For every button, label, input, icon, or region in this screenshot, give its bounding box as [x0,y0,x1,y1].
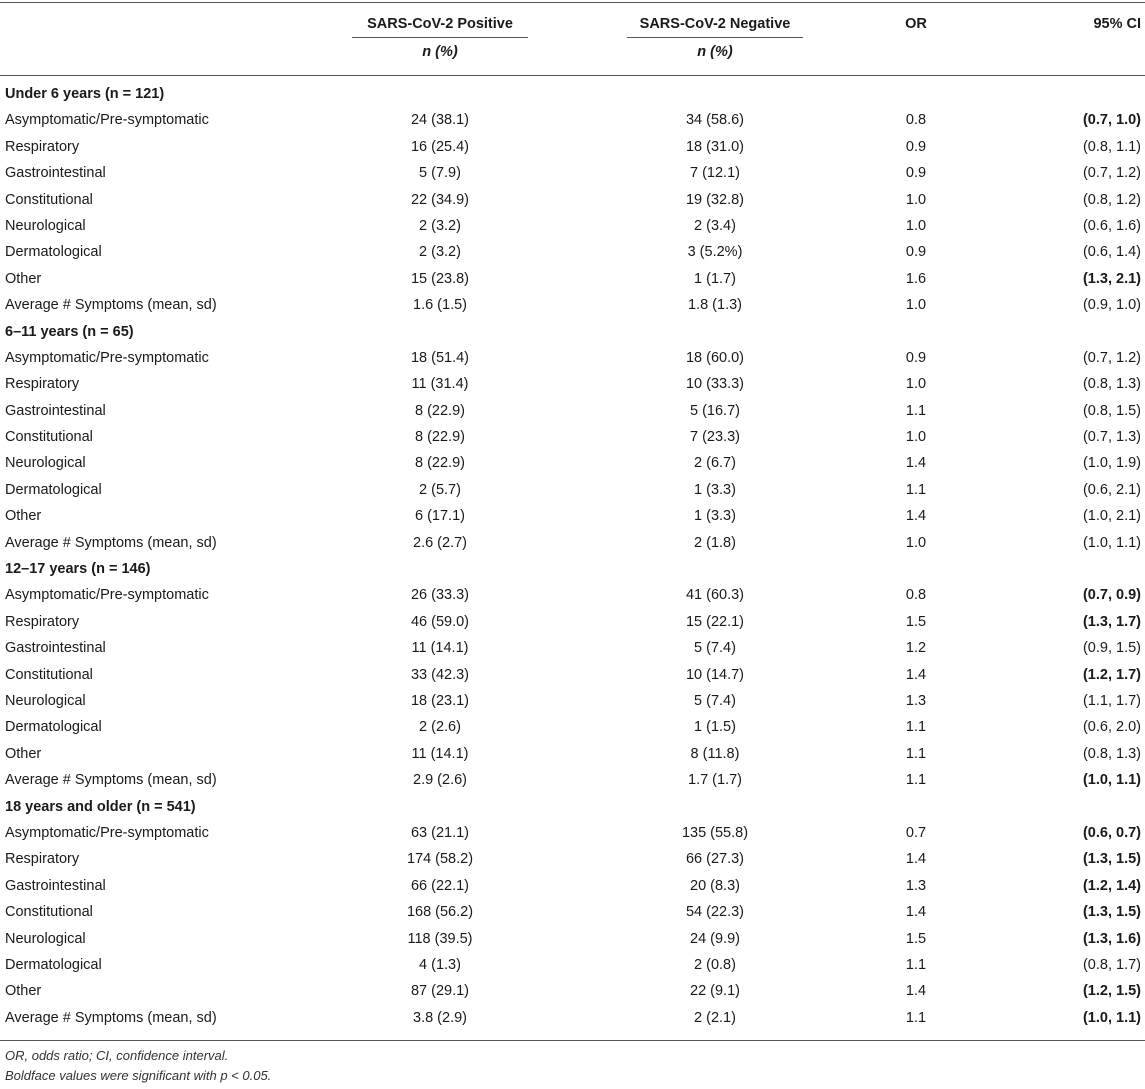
negative-value: 66 (27.3) [685,851,745,868]
symptom-label: Neurological [5,930,86,947]
symptom-label: Dermatological [5,481,102,498]
positive-value: 24 (38.1) [410,112,470,129]
table-row [0,239,1145,265]
odds-ratio: 1.0 [905,191,927,208]
group-label: 6–11 years (n = 65) [5,323,134,340]
positive-value: 66 (22.1) [410,877,470,894]
symptom-label: Constitutional [5,904,93,921]
negative-value: 1 (1.5) [694,719,736,736]
odds-ratio: 1.4 [905,983,927,1000]
confidence-interval: (1.3, 1.6) [1082,930,1141,947]
odds-ratio: 1.3 [905,877,927,894]
footnote-abbreviations: OR, odds ratio; CI, confidence interval. [5,1048,229,1063]
table-row [0,662,1145,688]
odds-ratio: 0.9 [905,165,927,182]
confidence-interval: (1.0, 1.1) [1082,1009,1141,1026]
symptom-label: Dermatological [5,244,102,261]
negative-value: 5 (16.7) [690,402,740,419]
negative-value: 15 (22.1) [685,613,745,630]
negative-value: 2 (1.8) [694,534,736,551]
confidence-interval: (0.7, 1.2) [1082,349,1141,366]
confidence-interval: (1.3, 1.7) [1082,613,1141,630]
table-row [0,187,1145,213]
table-row [0,978,1145,1004]
symptom-label: Asymptomatic/Pre-symptomatic [5,824,209,841]
negative-value: 5 (7.4) [694,640,736,657]
positive-value: 174 (58.2) [406,851,474,868]
symptom-label: Average # Symptoms (mean, sd) [5,534,217,551]
positive-value: 26 (33.3) [410,587,470,604]
odds-ratio: 1.4 [905,904,927,921]
odds-ratio: 1.4 [905,666,927,683]
positive-value: 33 (42.3) [410,666,470,683]
positive-value: 8 (22.9) [415,429,465,446]
symptom-label: Asymptomatic/Pre-symptomatic [5,349,209,366]
confidence-interval: (1.2, 1.4) [1082,877,1141,894]
positive-value: 2 (3.2) [419,217,461,234]
table-row [0,134,1145,160]
table-row [0,503,1145,529]
negative-value: 41 (60.3) [685,587,745,604]
positive-value: 2.9 (2.6) [413,772,467,789]
symptom-label: Asymptomatic/Pre-symptomatic [5,587,209,604]
positive-value: 2 (3.2) [419,244,461,261]
positive-value: 8 (22.9) [415,402,465,419]
positive-value: 5 (7.9) [419,165,461,182]
negative-value: 1.7 (1.7) [688,772,742,789]
symptom-label: Neurological [5,217,86,234]
symptom-label: Constitutional [5,191,93,208]
symptom-label: Average # Symptoms (mean, sd) [5,1009,217,1026]
odds-ratio: 1.1 [905,402,927,419]
table-row [0,266,1145,292]
confidence-interval: (1.3, 1.5) [1082,851,1141,868]
odds-ratio: 0.7 [905,824,927,841]
confidence-interval: (0.6, 2.0) [1082,719,1141,736]
positive-value: 63 (21.1) [410,824,470,841]
positive-value: 87 (29.1) [410,983,470,1000]
symptom-label: Other [5,270,42,287]
negative-value: 2 (6.7) [694,455,736,472]
table-row [0,213,1145,239]
positive-value: 8 (22.9) [415,455,465,472]
table-row [0,160,1145,186]
table-row [0,530,1145,556]
negative-value: 7 (12.1) [690,165,740,182]
confidence-interval: (0.6, 2.1) [1082,481,1141,498]
footnote-bold-note: Boldface values were significant with p < 0.05. [5,1068,272,1083]
symptom-label: Dermatological [5,956,102,973]
header-negative: SARS-CoV-2 Negative [639,16,791,32]
symptom-label: Other [5,508,42,525]
table-row [0,107,1145,133]
subheader-positive-n-pct: n (%) [422,44,458,60]
negative-value: 22 (9.1) [690,983,740,1000]
odds-ratio: 0.9 [905,138,927,155]
confidence-interval: (1.3, 2.1) [1082,270,1141,287]
confidence-interval: (1.0, 2.1) [1082,508,1141,525]
odds-ratio: 1.4 [905,455,927,472]
odds-ratio: 1.0 [905,297,927,314]
group-label: 18 years and older (n = 541) [5,798,196,815]
odds-ratio: 1.6 [905,270,927,287]
symptom-label: Neurological [5,692,86,709]
top-rule [0,2,1145,3]
confidence-interval: (0.9, 1.5) [1082,640,1141,657]
confidence-interval: (0.9, 1.0) [1082,297,1141,314]
table-row [0,292,1145,318]
odds-ratio: 0.9 [905,244,927,261]
symptom-label: Other [5,983,42,1000]
odds-ratio: 1.0 [905,376,927,393]
negative-value: 7 (23.3) [690,429,740,446]
header-or: OR [905,16,927,32]
odds-ratio: 1.4 [905,851,927,868]
negative-value: 1 (1.7) [694,270,736,287]
symptom-label: Dermatological [5,719,102,736]
symptom-label: Gastrointestinal [5,165,106,182]
confidence-interval: (1.2, 1.5) [1082,983,1141,1000]
odds-ratio: 1.3 [905,692,927,709]
table-row [0,1005,1145,1031]
confidence-interval: (0.7, 1.2) [1082,165,1141,182]
confidence-interval: (1.2, 1.7) [1082,666,1141,683]
table-row [0,398,1145,424]
table-row [0,371,1145,397]
symptom-label: Asymptomatic/Pre-symptomatic [5,112,209,129]
table-row [0,873,1145,899]
positive-value: 118 (39.5) [407,930,473,947]
positive-value: 168 (56.2) [406,904,474,921]
negative-value: 10 (14.7) [685,666,745,683]
confidence-interval: (0.6, 1.6) [1082,217,1141,234]
table-row [0,477,1145,503]
negative-value: 1 (3.3) [694,481,736,498]
negative-value: 5 (7.4) [694,692,736,709]
negative-value: 10 (33.3) [685,376,745,393]
positive-underline [352,37,528,38]
group-header-row [0,81,1145,107]
table-row [0,899,1145,925]
group-header-row [0,556,1145,582]
symptom-label: Other [5,745,42,762]
table-row [0,767,1145,793]
negative-value: 8 (11.8) [690,745,740,762]
table-row [0,820,1145,846]
confidence-interval: (0.7, 1.3) [1082,429,1141,446]
table-row [0,609,1145,635]
symptom-label: Respiratory [5,138,80,155]
confidence-interval: (1.0, 1.9) [1082,455,1141,472]
positive-value: 18 (51.4) [410,349,470,366]
symptom-label: Gastrointestinal [5,640,106,657]
positive-value: 16 (25.4) [410,138,470,155]
symptom-label: Respiratory [5,376,80,393]
odds-ratio: 1.4 [905,508,927,525]
group-header-row [0,319,1145,345]
table-body [0,81,1145,1031]
negative-underline [627,37,803,38]
symptom-label: Average # Symptoms (mean, sd) [5,297,217,314]
odds-ratio: 1.2 [905,640,927,657]
symptom-label: Respiratory [5,851,80,868]
symptom-label: Gastrointestinal [5,402,106,419]
negative-value: 20 (8.3) [690,877,740,894]
positive-value: 2 (2.6) [419,719,461,736]
odds-ratio: 1.1 [905,745,927,762]
symptom-label: Respiratory [5,613,80,630]
positive-value: 11 (31.4) [411,376,469,393]
confidence-interval: (0.8, 1.5) [1082,402,1141,419]
table-row [0,952,1145,978]
odds-ratio: 1.1 [905,956,927,973]
negative-value: 2 (2.1) [694,1009,736,1026]
positive-value: 15 (23.8) [410,270,470,287]
odds-ratio: 1.0 [905,534,927,551]
table-row [0,424,1145,450]
negative-value: 2 (0.8) [694,956,736,973]
positive-value: 3.8 (2.9) [413,1009,467,1026]
table-row [0,926,1145,952]
odds-ratio: 1.1 [905,719,927,736]
confidence-interval: (0.8, 1.1) [1082,138,1141,155]
negative-value: 1 (3.3) [694,508,736,525]
positive-value: 11 (14.1) [411,745,469,762]
negative-value: 19 (32.8) [685,191,745,208]
negative-value: 135 (55.8) [681,824,749,841]
confidence-interval: (0.6, 0.7) [1082,824,1141,841]
odds-ratio: 1.1 [905,1009,927,1026]
table-row [0,635,1145,661]
symptom-label: Constitutional [5,429,93,446]
table-row [0,714,1145,740]
group-header-row [0,794,1145,820]
odds-ratio: 1.0 [905,429,927,446]
table-row [0,688,1145,714]
confidence-interval: (0.8, 1.3) [1082,745,1141,762]
table-row [0,846,1145,872]
header-rule [0,75,1145,76]
group-label: 12–17 years (n = 146) [5,561,151,578]
confidence-interval: (1.0, 1.1) [1082,772,1141,789]
odds-ratio: 1.1 [905,481,927,498]
positive-value: 22 (34.9) [410,191,470,208]
confidence-interval: (0.6, 1.4) [1082,244,1141,261]
negative-value: 24 (9.9) [690,930,740,947]
symptom-label: Constitutional [5,666,93,683]
table-row [0,345,1145,371]
header-ci: 95% CI [1093,16,1141,32]
table-row [0,450,1145,476]
positive-value: 46 (59.0) [410,613,470,630]
confidence-interval: (0.8, 1.3) [1082,376,1141,393]
symptom-label: Neurological [5,455,86,472]
odds-ratio: 0.8 [905,587,927,604]
symptom-label: Average # Symptoms (mean, sd) [5,772,217,789]
subheader-row [0,44,1145,66]
positive-value: 11 (14.1) [411,640,469,657]
odds-ratio: 1.0 [905,217,927,234]
confidence-interval: (1.3, 1.5) [1082,904,1141,921]
header-row [0,16,1145,38]
positive-value: 6 (17.1) [415,508,465,525]
positive-value: 2.6 (2.7) [413,534,467,551]
negative-value: 54 (22.3) [685,904,745,921]
odds-ratio: 0.8 [905,112,927,129]
table-row [0,741,1145,767]
positive-value: 4 (1.3) [419,956,461,973]
subheader-negative-n-pct: n (%) [697,44,733,60]
symptom-label: Gastrointestinal [5,877,106,894]
confidence-interval: (1.1, 1.7) [1082,692,1141,709]
confidence-interval: (0.8, 1.7) [1082,956,1141,973]
confidence-interval: (0.8, 1.2) [1082,191,1141,208]
confidence-interval: (0.7, 1.0) [1082,112,1141,129]
odds-ratio: 1.1 [905,772,927,789]
confidence-interval: (0.7, 0.9) [1082,587,1141,604]
header-positive: SARS-CoV-2 Positive [367,16,513,32]
confidence-interval: (1.0, 1.1) [1082,534,1141,551]
odds-ratio: 1.5 [905,930,927,947]
positive-value: 18 (23.1) [410,692,470,709]
positive-value: 2 (5.7) [419,481,461,498]
negative-value: 2 (3.4) [694,217,736,234]
positive-value: 1.6 (1.5) [413,297,467,314]
group-label: Under 6 years (n = 121) [5,86,165,102]
odds-ratio: 0.9 [905,349,927,366]
odds-ratio: 1.5 [905,613,927,630]
negative-value: 3 (5.2%) [687,244,743,261]
negative-value: 34 (58.6) [685,112,745,129]
negative-value: 18 (60.0) [685,349,745,366]
table-row [0,582,1145,608]
negative-value: 1.8 (1.3) [688,297,742,314]
bottom-rule [0,1040,1145,1041]
negative-value: 18 (31.0) [685,138,745,155]
